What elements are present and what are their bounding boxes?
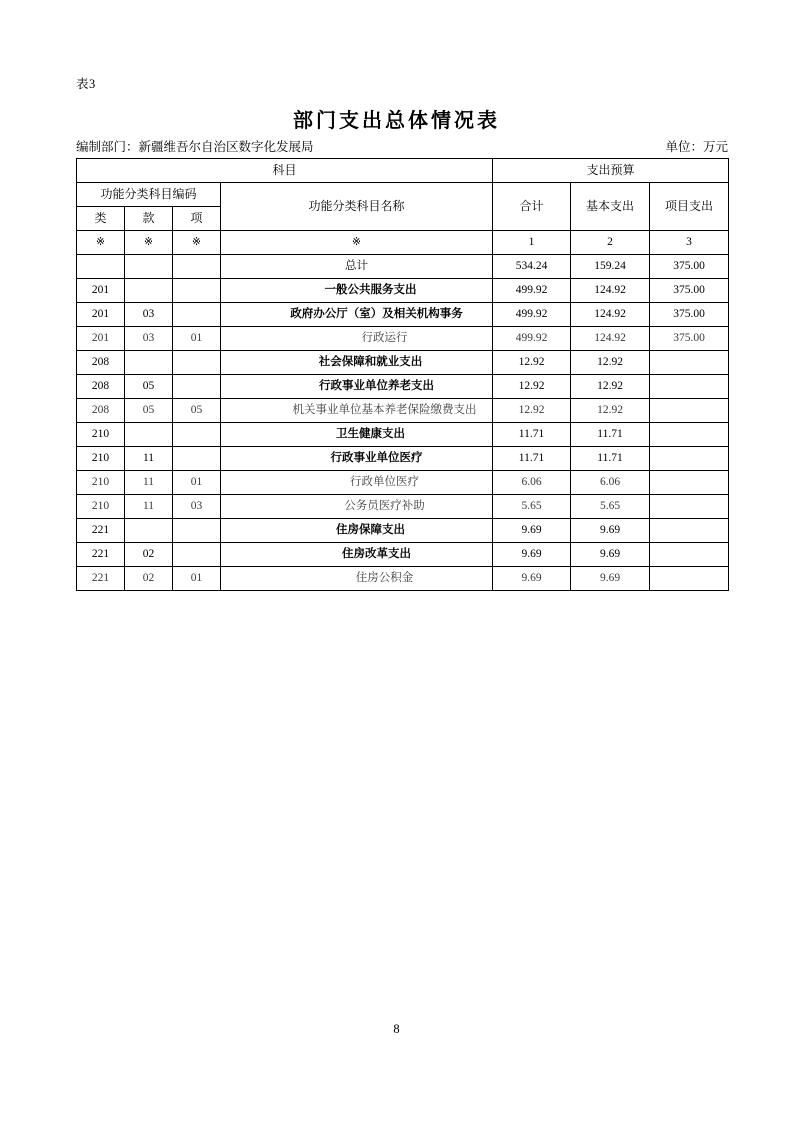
table-row [77, 519, 729, 543]
header-row-second [77, 183, 729, 207]
table-row [77, 375, 729, 399]
cell-class: 221 [77, 567, 125, 591]
cell-name: 一般公共服务支出 [221, 279, 493, 303]
cell-section [125, 423, 173, 447]
table-row [77, 447, 729, 471]
cell-section: 03 [125, 327, 173, 351]
header-code-group: 功能分类科目编码 [77, 183, 221, 207]
cell-item [173, 543, 221, 567]
cell-name: 住房公积金 [221, 567, 493, 591]
header-subject-group: 科目 [77, 159, 493, 183]
cell-project: 375.00 [650, 255, 729, 279]
cell-project [650, 519, 729, 543]
cell-name: 行政事业单位医疗 [221, 447, 493, 471]
cell-section [125, 519, 173, 543]
table-row [77, 471, 729, 495]
cell-project: 375.00 [650, 327, 729, 351]
cell-name: 行政运行 [221, 327, 493, 351]
cell-item [173, 519, 221, 543]
header-basic-expenditure: 基本支出 [571, 183, 650, 231]
header-budget-group: 支出预算 [493, 159, 729, 183]
table-row [77, 279, 729, 303]
cell-name: 总计 [221, 255, 493, 279]
cell-total: 12.92 [493, 351, 571, 375]
unit-line: 单位：万元 [665, 140, 728, 154]
cell-name: 公务员医疗补助 [221, 495, 493, 519]
cell-item [173, 255, 221, 279]
cell-project [650, 351, 729, 375]
table-header [77, 159, 729, 255]
cell-item [173, 375, 221, 399]
cell-basic: 124.92 [571, 327, 650, 351]
cell-basic: 11.71 [571, 447, 650, 471]
cell-basic: 124.92 [571, 279, 650, 303]
cell-basic: 124.92 [571, 303, 650, 327]
cell-section: 02 [125, 543, 173, 567]
cell-project: 375.00 [650, 279, 729, 303]
cell-total: 9.69 [493, 567, 571, 591]
cell-basic: 12.92 [571, 399, 650, 423]
header-mark-section: ※ [125, 231, 173, 255]
cell-project [650, 567, 729, 591]
cell-item [173, 351, 221, 375]
table-row [77, 495, 729, 519]
cell-name: 行政事业单位养老支出 [221, 375, 493, 399]
cell-class: 210 [77, 471, 125, 495]
meta-row [76, 137, 728, 155]
header-mark-item: ※ [173, 231, 221, 255]
cell-project [650, 423, 729, 447]
cell-item: 03 [173, 495, 221, 519]
cell-total: 499.92 [493, 327, 571, 351]
cell-name: 社会保障和就业支出 [221, 351, 493, 375]
cell-section: 05 [125, 399, 173, 423]
cell-item: 01 [173, 567, 221, 591]
cell-project [650, 495, 729, 519]
cell-total: 9.69 [493, 519, 571, 543]
cell-total: 534.24 [493, 255, 571, 279]
page-title: 部门支出总体情况表 [293, 110, 500, 132]
cell-total: 6.06 [493, 471, 571, 495]
cell-class: 201 [77, 279, 125, 303]
cell-class: 210 [77, 423, 125, 447]
table-row [77, 399, 729, 423]
header-mark-name: ※ [221, 231, 493, 255]
cell-section: 03 [125, 303, 173, 327]
cell-project [650, 543, 729, 567]
header-project-expenditure: 项目支出 [650, 183, 729, 231]
cell-item [173, 423, 221, 447]
page-number: 8 [393, 1022, 400, 1036]
cell-project [650, 375, 729, 399]
cell-total: 5.65 [493, 495, 571, 519]
cell-name: 行政单位医疗 [221, 471, 493, 495]
department-line: 编制部门：新疆维吾尔自治区数字化发展局 [76, 140, 314, 154]
header-code-class: 类 [77, 207, 125, 231]
header-code-item: 项 [173, 207, 221, 231]
cell-item: 01 [173, 327, 221, 351]
cell-item [173, 447, 221, 471]
cell-total: 9.69 [493, 543, 571, 567]
cell-section: 05 [125, 375, 173, 399]
table-row [77, 423, 729, 447]
table-row [77, 567, 729, 591]
table-row [77, 351, 729, 375]
table-row [77, 543, 729, 567]
cell-total: 12.92 [493, 399, 571, 423]
header-subject-name: 功能分类科目名称 [221, 183, 493, 231]
cell-project [650, 447, 729, 471]
cell-class: 208 [77, 375, 125, 399]
cell-class: 208 [77, 351, 125, 375]
header-colnum-project: 3 [650, 231, 729, 255]
header-total: 合计 [493, 183, 571, 231]
cell-total: 11.71 [493, 423, 571, 447]
cell-item: 05 [173, 399, 221, 423]
cell-total: 499.92 [493, 303, 571, 327]
cell-class: 208 [77, 399, 125, 423]
cell-class: 201 [77, 327, 125, 351]
cell-name: 政府办公厅（室）及相关机构事务 [221, 303, 493, 327]
cell-class: 210 [77, 495, 125, 519]
cell-basic: 6.06 [571, 471, 650, 495]
cell-basic: 12.92 [571, 351, 650, 375]
table-row [77, 303, 729, 327]
cell-section [125, 351, 173, 375]
cell-name: 卫生健康支出 [221, 423, 493, 447]
header-row-groups [77, 159, 729, 183]
table-row [77, 255, 729, 279]
cell-name: 机关事业单位基本养老保险缴费支出 [221, 399, 493, 423]
cell-class: 201 [77, 303, 125, 327]
cell-class: 221 [77, 543, 125, 567]
header-row-numbers [77, 231, 729, 255]
cell-basic: 5.65 [571, 495, 650, 519]
cell-name: 住房改革支出 [221, 543, 493, 567]
cell-section [125, 279, 173, 303]
cell-total: 499.92 [493, 279, 571, 303]
budget-table [76, 158, 729, 591]
cell-item: 01 [173, 471, 221, 495]
cell-basic: 9.69 [571, 543, 650, 567]
header-code-section: 款 [125, 207, 173, 231]
header-mark-class: ※ [77, 231, 125, 255]
cell-project: 375.00 [650, 303, 729, 327]
cell-total: 12.92 [493, 375, 571, 399]
cell-total: 11.71 [493, 447, 571, 471]
cell-project [650, 399, 729, 423]
cell-section: 11 [125, 495, 173, 519]
cell-class [77, 255, 125, 279]
cell-item [173, 303, 221, 327]
table-body [77, 255, 729, 591]
cell-basic: 9.69 [571, 519, 650, 543]
table-row [77, 327, 729, 351]
header-colnum-total: 1 [493, 231, 571, 255]
cell-item [173, 279, 221, 303]
cell-section: 11 [125, 471, 173, 495]
cell-section: 02 [125, 567, 173, 591]
header-colnum-basic: 2 [571, 231, 650, 255]
cell-basic: 9.69 [571, 567, 650, 591]
cell-class: 210 [77, 447, 125, 471]
cell-basic: 159.24 [571, 255, 650, 279]
cell-basic: 12.92 [571, 375, 650, 399]
cell-basic: 11.71 [571, 423, 650, 447]
table-label: 表3 [76, 77, 96, 91]
cell-name: 住房保障支出 [221, 519, 493, 543]
cell-section: 11 [125, 447, 173, 471]
cell-project [650, 471, 729, 495]
cell-section [125, 255, 173, 279]
cell-class: 221 [77, 519, 125, 543]
